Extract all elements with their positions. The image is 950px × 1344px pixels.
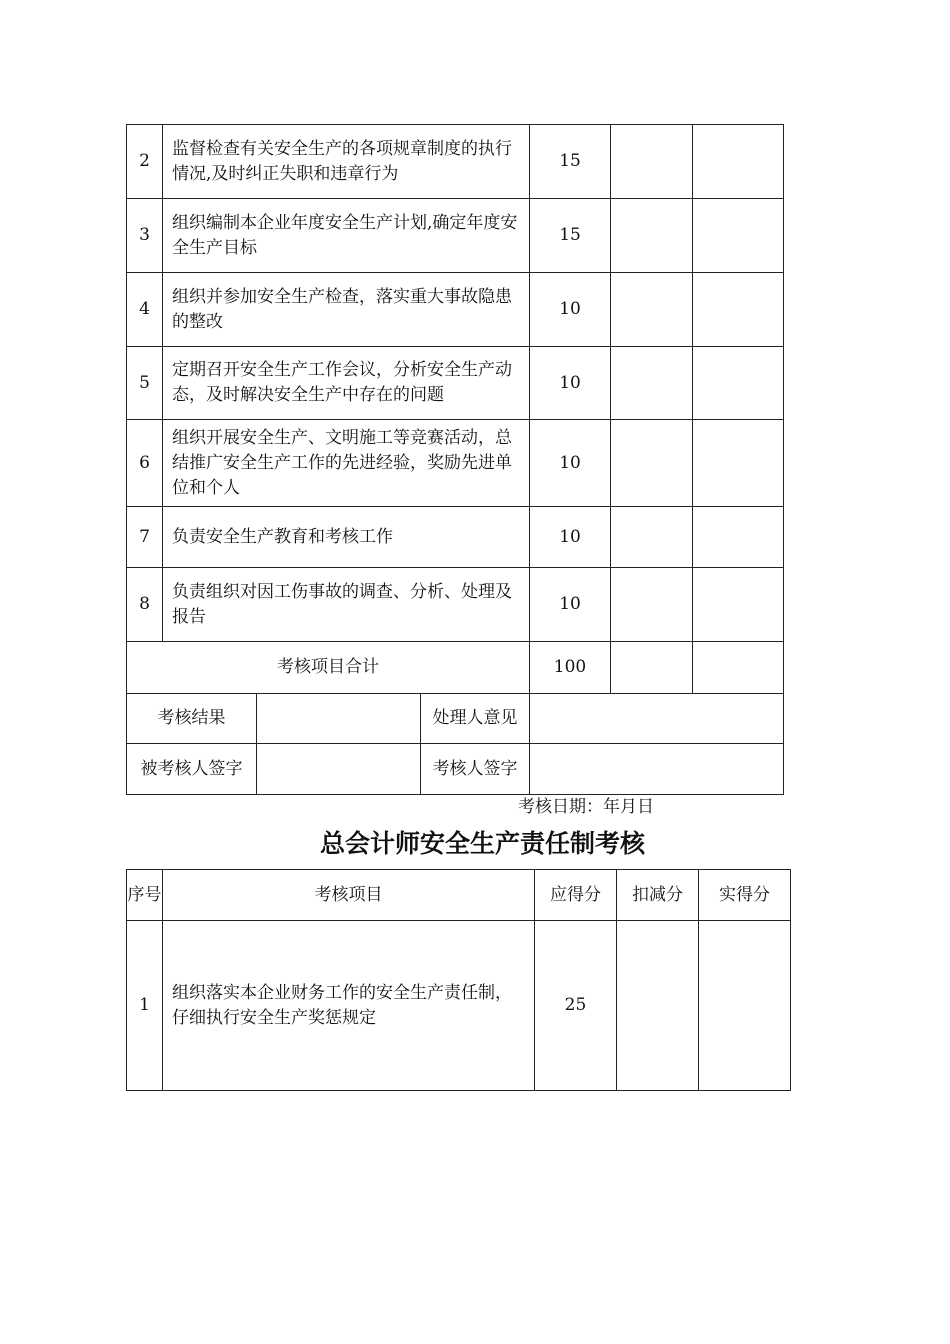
actual-score-cell[interactable]: [693, 507, 784, 568]
deduction-cell[interactable]: [611, 420, 693, 507]
total-deduction-cell[interactable]: [611, 642, 693, 694]
table-row: [127, 507, 784, 568]
assessment-item: 组织落实本企业财务工作的安全生产责任制，仔细执行安全生产奖惩规定: [163, 921, 535, 1091]
row-number: 2: [127, 125, 163, 199]
result-label: 考核结果: [127, 694, 257, 744]
examinee-sign-cell[interactable]: [257, 744, 421, 795]
row-number: 7: [127, 507, 163, 568]
standard-score: 25: [535, 921, 617, 1091]
actual-score-cell[interactable]: [693, 347, 784, 420]
assessment-item: 组织开展安全生产、文明施工等竞赛活动，总结推广安全生产工作的先进经验，奖励先进单位和个人: [163, 420, 530, 507]
examiner-sign-label: 考核人签字: [421, 744, 530, 795]
examiner-sign-cell[interactable]: [530, 744, 784, 795]
result-row: [127, 694, 784, 744]
row-number: 8: [127, 568, 163, 642]
table-row: [127, 921, 791, 1091]
table-row: [127, 273, 784, 347]
assessment-table-2: [126, 869, 791, 1091]
table-row: [127, 125, 784, 199]
table-row: [127, 420, 784, 507]
row-number: 5: [127, 347, 163, 420]
signature-row: [127, 744, 784, 795]
assessment-table-1: [126, 124, 784, 795]
deduction-cell[interactable]: [611, 199, 693, 273]
actual-score-cell[interactable]: [693, 273, 784, 347]
standard-score: 15: [530, 125, 611, 199]
total-score: 100: [530, 642, 611, 694]
deduction-cell[interactable]: [611, 568, 693, 642]
assessment-item: 定期召开安全生产工作会议，分析安全生产动态，及时解决安全生产中存在的问题: [163, 347, 530, 420]
deduction-cell[interactable]: [611, 125, 693, 199]
actual-score-cell[interactable]: [699, 921, 791, 1091]
standard-score: 10: [530, 507, 611, 568]
actual-score-cell[interactable]: [693, 568, 784, 642]
header-item: 考核项目: [163, 870, 535, 921]
result-value-cell[interactable]: [257, 694, 421, 744]
header-score: 应得分: [535, 870, 617, 921]
actual-score-cell[interactable]: [693, 125, 784, 199]
header-no: 序号: [127, 870, 163, 921]
assessment-item: 组织编制本企业年度安全生产计划,确定年度安全生产目标: [163, 199, 530, 273]
handler-opinion-cell[interactable]: [530, 694, 784, 744]
standard-score: 15: [530, 199, 611, 273]
deduction-cell[interactable]: [617, 921, 699, 1091]
total-label: 考核项目合计: [127, 642, 530, 694]
deduction-cell[interactable]: [611, 347, 693, 420]
handler-opinion-label: 处理人意见: [421, 694, 530, 744]
assessment-item: 监督检查有关安全生产的各项规章制度的执行情况,及时纠正失职和违章行为: [163, 125, 530, 199]
actual-score-cell[interactable]: [693, 199, 784, 273]
examinee-sign-label: 被考核人签字: [127, 744, 257, 795]
table-row: [127, 568, 784, 642]
assessment-item: 负责安全生产教育和考核工作: [163, 507, 530, 568]
deduction-cell[interactable]: [611, 507, 693, 568]
deduction-cell[interactable]: [611, 273, 693, 347]
header-actual: 实得分: [699, 870, 791, 921]
standard-score: 10: [530, 273, 611, 347]
header-deduct: 扣减分: [617, 870, 699, 921]
row-number: 3: [127, 199, 163, 273]
table-row: [127, 199, 784, 273]
table-row: [127, 347, 784, 420]
section-title: 总会计师安全生产责任制考核: [319, 829, 645, 858]
standard-score: 10: [530, 420, 611, 507]
row-number: 1: [127, 921, 163, 1091]
assessment-date: 考核日期：年月日: [518, 797, 654, 817]
actual-score-cell[interactable]: [693, 420, 784, 507]
total-actual-cell[interactable]: [693, 642, 784, 694]
row-number: 6: [127, 420, 163, 507]
row-number: 4: [127, 273, 163, 347]
header-row: [127, 870, 791, 921]
standard-score: 10: [530, 347, 611, 420]
assessment-item: 负责组织对因工伤事故的调查、分析、处理及报告: [163, 568, 530, 642]
assessment-item: 组织并参加安全生产检查，落实重大事故隐患的整改: [163, 273, 530, 347]
standard-score: 10: [530, 568, 611, 642]
total-row: [127, 642, 784, 694]
